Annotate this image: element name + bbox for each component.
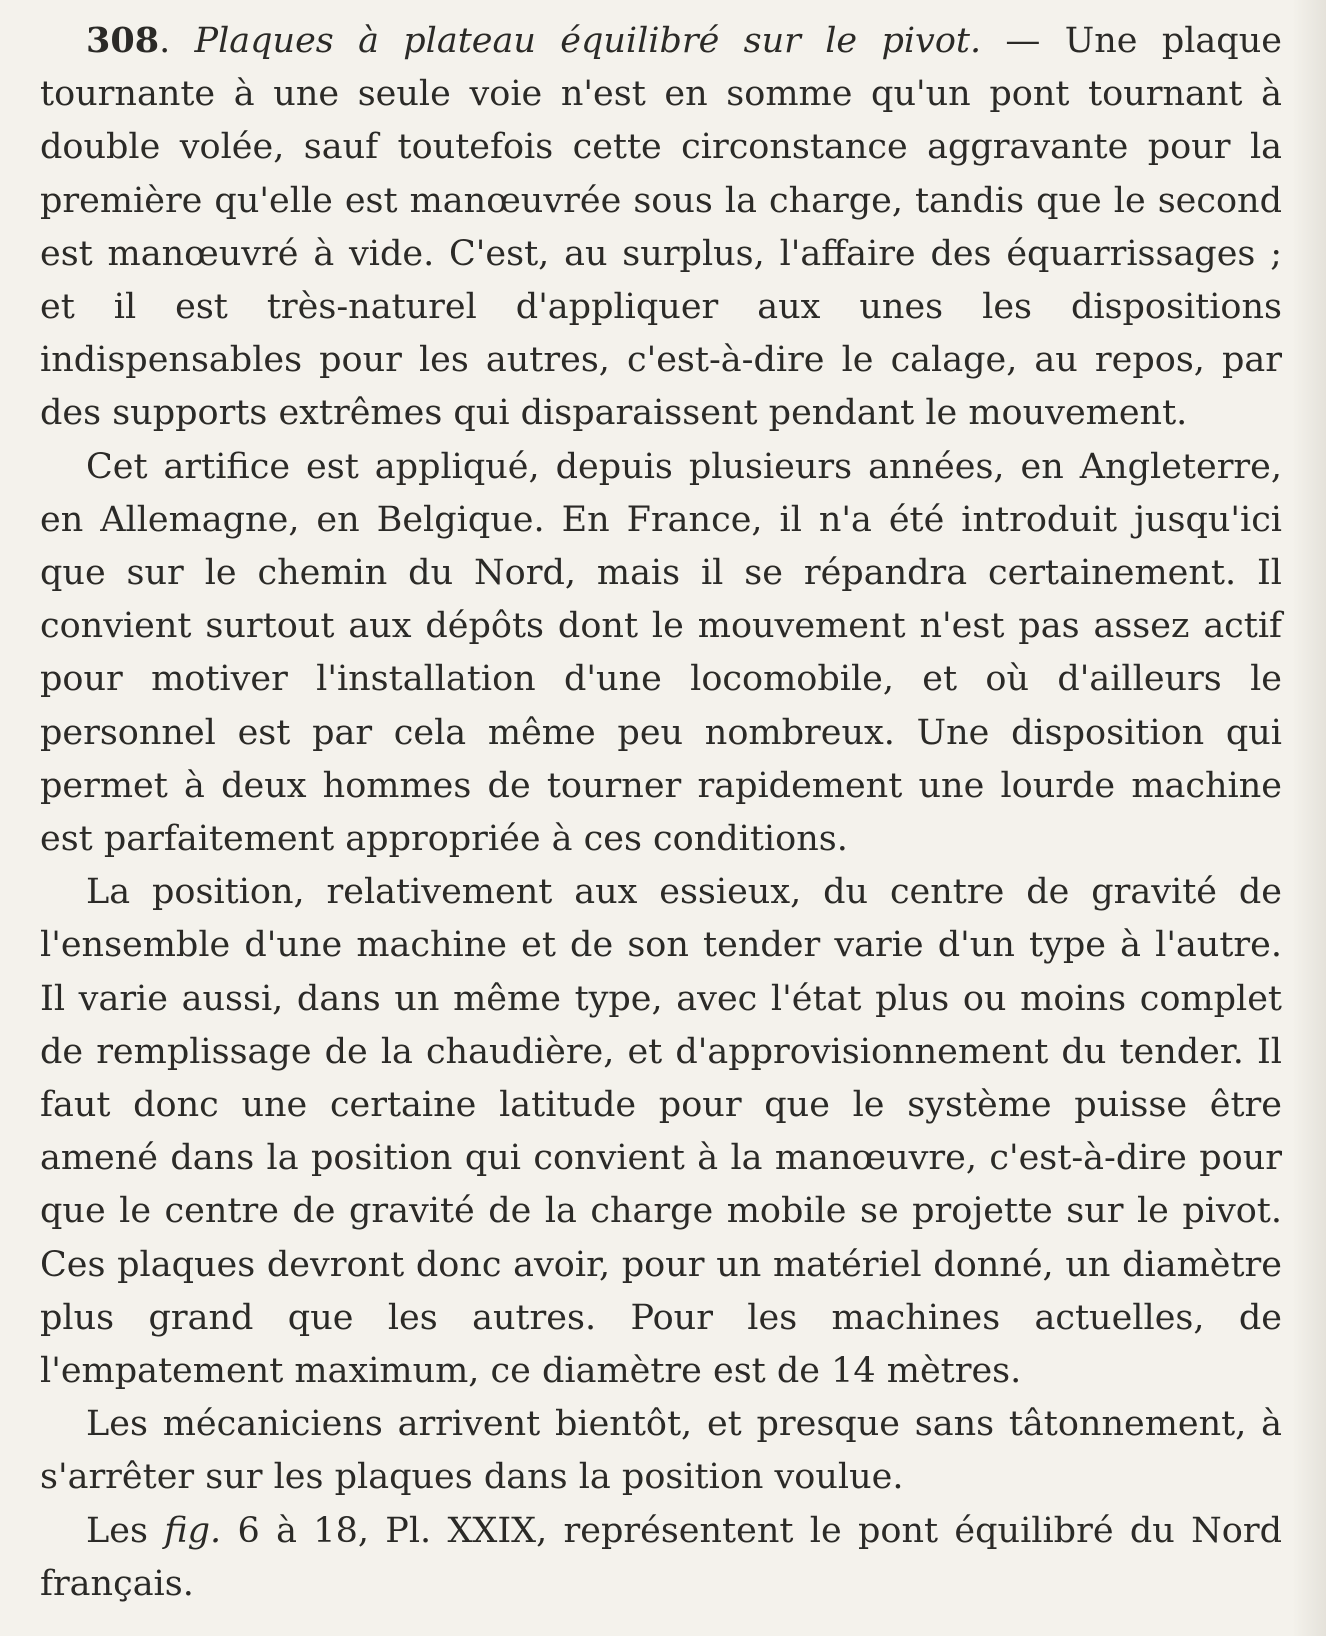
section-dash: — — [1005, 21, 1041, 61]
paragraph — [40, 441, 1282, 867]
paragraph — [40, 866, 1282, 1398]
section-paragraph — [40, 14, 1282, 441]
paragraph-text: Les mécaniciens arrivent bientôt, et presque sans tâtonnement, à s'arrêter sur les plaques dans la position voulue. — [40, 1404, 1282, 1498]
paragraph — [40, 1398, 1282, 1504]
paragraph-text: Cet artifice est appliqué, depuis plusieurs années, en Angleterre, en Allemagne, en Belgique. En France, il n'a été introduit jusqu'ici que sur le chemin du Nord, mais il se répandra certainement. Il convient surtout aux dépôts dont le mouvement n'est pas assez actif pour motiver l'installation d'une locomobile, et où d'ailleurs le personnel est par cela même peu nombreux. Une disposition qui permet à deux hommes de tourner rapidement une lourde machine est parfaitement appropriée à ces conditions. — [40, 446, 1282, 860]
paragraph-text: Une plaque tournante à une seule voie n'est en somme qu'un pont tournant à double volée, sauf toutefois cette circonstance aggravante pour la première qu'elle est manœuvrée sous la charge, tandis que le second est manœuvré à vide. C'est, au surplus, l'affaire des équarrissages ; et il est très-naturel d'appliquer aux unes les dispositions indispensables pour les autres, c'est-à-dire le calage, au repos, par des supports extrêmes qui disparaissent pendant le mouvement. — [40, 21, 1282, 434]
section-number: 308 — [86, 20, 160, 61]
figure-reference: fig. — [164, 1510, 222, 1551]
paragraph-text: La position, relativement aux essieux, du centre de gravité de l'ensemble d'une machine et de son tender varie d'un type à l'autre. Il varie aussi, dans un même type, avec l'état plus ou moins complet de remplissage de la chaudière, et d'approvisionnement du tender. Il faut donc une certaine latitude pour que le système puisse être amené dans la position qui convient à la manœuvre, c'est-à-dire pour que le centre de gravité de la charge mobile se projette sur le pivot. Ces plaques devront donc avoir, pour un matériel donné, un diamètre plus grand que les autres. Pour les machines actuelles, de l'empatement maximum, ce diamètre est de 14 mètres. — [40, 872, 1282, 1392]
paragraph — [40, 1505, 1282, 1611]
section-heading: Plaques à plateau équilibré sur le pivot. — [194, 21, 982, 61]
section-number-dot: . — [159, 21, 195, 61]
scan-edge-shadow — [1292, 0, 1326, 1636]
document-page — [40, 14, 1282, 1611]
paragraph-text-before: Les — [86, 1510, 148, 1551]
paragraph-text-after: 6 à 18, Pl. XXIX, représentent le pont équilibré du Nord français. — [40, 1510, 1282, 1604]
